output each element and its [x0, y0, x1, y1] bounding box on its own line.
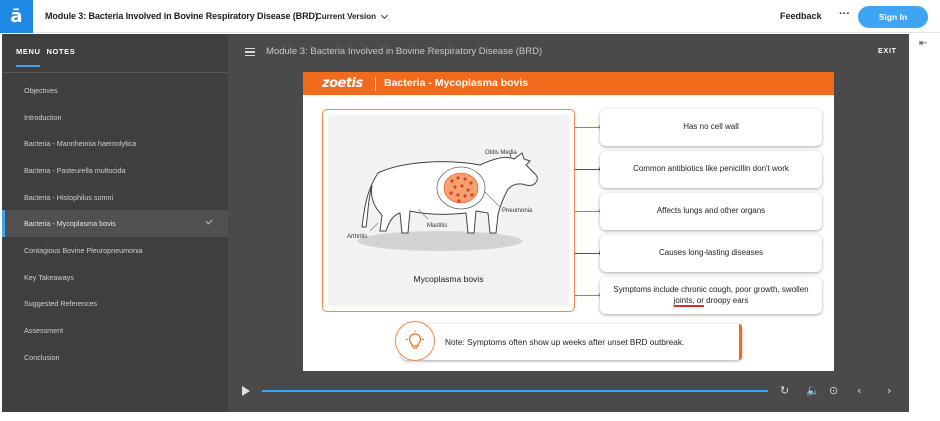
sidebar-divider — [2, 72, 228, 73]
fact-card — [600, 109, 822, 146]
menu-item-label: Key Takeaways — [24, 272, 74, 282]
menu-item-histophilus[interactable] — [2, 184, 228, 211]
chevron-down-icon — [381, 11, 388, 18]
menu-item-label: Assessment — [24, 326, 64, 336]
menu-item-pasteurella[interactable] — [2, 157, 228, 184]
note-text: Note: Symptoms often show up weeks after unset BRD outbreak. — [445, 337, 685, 347]
facts-list — [575, 108, 834, 318]
stage-title: Module 3: Bacteria Involved in Bovine Respiratory Disease (BRD) — [266, 46, 543, 57]
fact-text: Symptoms include chronic cough, poor growth, swollen joints, or droopy ears — [613, 285, 809, 305]
more-options-icon[interactable]: ··· — [839, 8, 850, 20]
collapse-panel-icon[interactable]: ⇤ — [919, 38, 928, 49]
feedback-link[interactable]: Feedback — [780, 11, 822, 21]
menu-item-label: Bacteria - Pasteurella multocida — [24, 165, 126, 175]
illustration-caption: Mycoplasma bovis — [413, 274, 484, 284]
fact-text: Affects lungs and other organs — [656, 206, 766, 216]
top-bar — [0, 0, 940, 33]
fact-text: Has no cell wall — [683, 122, 739, 132]
course-title: Module 3: Bacteria Involved in Bovine Respiratory Disease (BRD) — [45, 11, 318, 21]
replay-icon[interactable]: ↻ — [780, 384, 790, 397]
lesson-menu — [2, 77, 228, 371]
illustration-frame — [322, 109, 575, 312]
exit-button[interactable]: EXIT — [878, 48, 897, 55]
menu-item-label: Bacteria - Histophilus somni — [24, 192, 114, 202]
version-dropdown[interactable] — [316, 12, 387, 21]
menu-item-references[interactable] — [2, 291, 228, 318]
cow-illustration — [328, 115, 569, 306]
next-icon[interactable]: › — [887, 384, 892, 397]
header-divider — [375, 77, 376, 91]
fact-text: Causes long-lasting diseases — [658, 248, 764, 258]
tab-menu[interactable]: MENU — [16, 47, 40, 67]
label-mastitis: Mastitis — [427, 223, 448, 229]
menu-item-label: Contagious Bovine Pleuropneumonia — [24, 245, 143, 255]
progress-bar[interactable] — [262, 390, 768, 392]
menu-item-mannheimia[interactable] — [2, 130, 228, 157]
menu-item-label: Introduction — [24, 112, 62, 122]
fact-card — [600, 151, 822, 188]
menu-item-assessment[interactable] — [2, 317, 228, 344]
sign-in-button[interactable]: Sign In — [858, 6, 928, 28]
version-label: Current Version — [316, 12, 377, 21]
course-player — [2, 34, 909, 412]
hamburger-menu-icon[interactable] — [245, 48, 255, 56]
menu-item-label: Conclusion — [24, 352, 60, 362]
highlighted-text: joints, or — [673, 295, 704, 305]
label-otitis-media: Otitis Media — [485, 150, 517, 156]
settings-icon[interactable]: ⊙ — [829, 384, 839, 397]
menu-item-label: Suggested References — [24, 299, 98, 309]
slide-title: Bacteria - Mycoplasma bovis — [384, 77, 529, 89]
volume-icon[interactable]: 🔈 — [806, 384, 820, 397]
note-accent-bar — [739, 324, 742, 360]
fact-card — [600, 277, 822, 314]
app-logo-icon[interactable]: ā — [0, 0, 33, 33]
fact-card — [600, 235, 822, 272]
tab-notes[interactable]: NOTES — [46, 47, 76, 56]
checkmark-icon — [206, 218, 213, 225]
menu-item-cbpp[interactable] — [2, 237, 228, 264]
sidebar — [2, 34, 228, 412]
slide-stage — [228, 34, 909, 412]
lightbulb-icon — [395, 321, 435, 361]
menu-item-objectives[interactable] — [2, 77, 228, 104]
menu-item-conclusion[interactable] — [2, 344, 228, 371]
menu-item-key-takeaways[interactable] — [2, 264, 228, 291]
menu-item-mycoplasma[interactable] — [2, 210, 228, 237]
play-icon[interactable] — [242, 386, 250, 396]
sidebar-tabs — [16, 47, 75, 67]
fact-card — [600, 193, 822, 230]
brand-logo: zoetis — [322, 76, 363, 91]
playback-controls — [228, 379, 909, 403]
label-arthritis: Arthritis — [347, 234, 368, 240]
menu-item-label: Bacteria - Mycoplasma bovis — [24, 219, 116, 229]
note-card — [401, 324, 742, 360]
previous-icon[interactable]: ‹ — [857, 384, 862, 397]
label-pneumonia: Pneumonia — [502, 208, 533, 214]
slide-header — [303, 72, 834, 95]
slide — [303, 72, 834, 371]
menu-item-label: Objectives — [24, 85, 58, 95]
menu-item-label: Bacteria - Mannheimia haemolytica — [24, 139, 137, 149]
menu-item-introduction[interactable] — [2, 104, 228, 131]
fact-text: Common antibiotics like penicillin don't work — [633, 164, 789, 174]
